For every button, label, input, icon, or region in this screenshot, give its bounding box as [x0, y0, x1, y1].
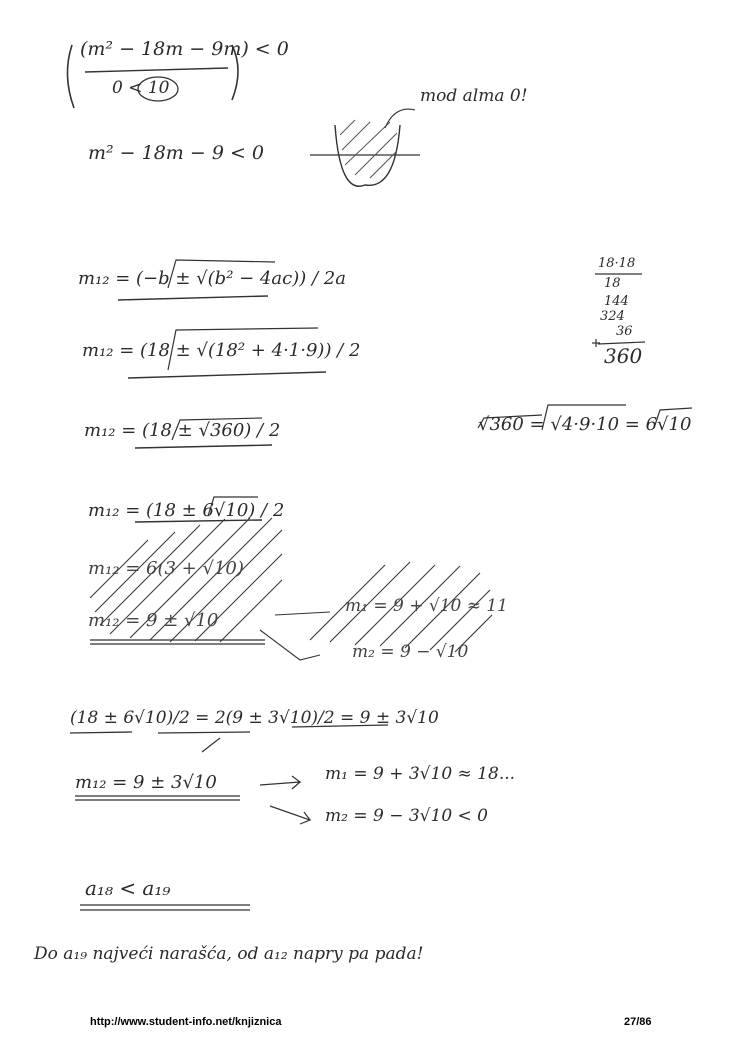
calc-step-1: 18·18: [598, 256, 636, 271]
margin-note: mod alma 0!: [420, 86, 528, 106]
expression-note: 0 < 10: [112, 78, 170, 98]
footer-url: http://www.student-info.net/knjiznica: [90, 1016, 282, 1028]
calc-step-5: 36: [616, 324, 633, 339]
formula-substitution-1: m₁₂ = (18 ± √(18² + 4·1·9)) / 2: [82, 340, 361, 361]
struck-root-2: m₂ = 9 − √10: [352, 642, 469, 662]
struck-line-2: m₁₂ = 9 ± √10: [88, 610, 219, 631]
calc-step-2: 18: [604, 276, 621, 291]
struck-line-1: m₁₂ = 6(3 + √10): [88, 558, 244, 579]
inequality-line: a₁₈ < a₁₉: [85, 876, 171, 900]
sqrt-simplification: √360 = √4·9·10 = 6√10: [478, 414, 692, 435]
conclusion-sentence: Do a₁₉ najveći narašća, od a₁₂ napry pa pada!: [34, 944, 424, 964]
simplification-line: (18 ± 6√10)/2 = 2(9 ± 3√10)/2 = 9 ± 3√10: [70, 708, 439, 728]
struck-root-1: m₁ = 9 + √10 ≈ 11: [345, 596, 509, 616]
result-formula: m₁₂ = 9 ± 3√10: [75, 772, 217, 793]
expression-line-2: m² − 18m − 9 < 0: [88, 142, 265, 164]
page-number: 27/86: [624, 1016, 652, 1028]
expression-line-1: (m² − 18m − 9m) < 0: [80, 38, 289, 60]
result-root-2: m₂ = 9 − 3√10 < 0: [325, 806, 489, 826]
result-root-1: m₁ = 9 + 3√10 ≈ 18...: [325, 764, 516, 784]
calc-result: 360: [604, 344, 643, 368]
formula-substitution-3: m₁₂ = (18 ± 6√10) / 2: [88, 500, 285, 521]
calc-step-3: 144: [604, 294, 629, 309]
calc-step-4: 324: [600, 309, 625, 324]
quadratic-formula: m₁₂ = (−b ± √(b² − 4ac)) / 2a: [78, 268, 346, 289]
formula-substitution-2: m₁₂ = (18 ± √360) / 2: [84, 420, 281, 441]
